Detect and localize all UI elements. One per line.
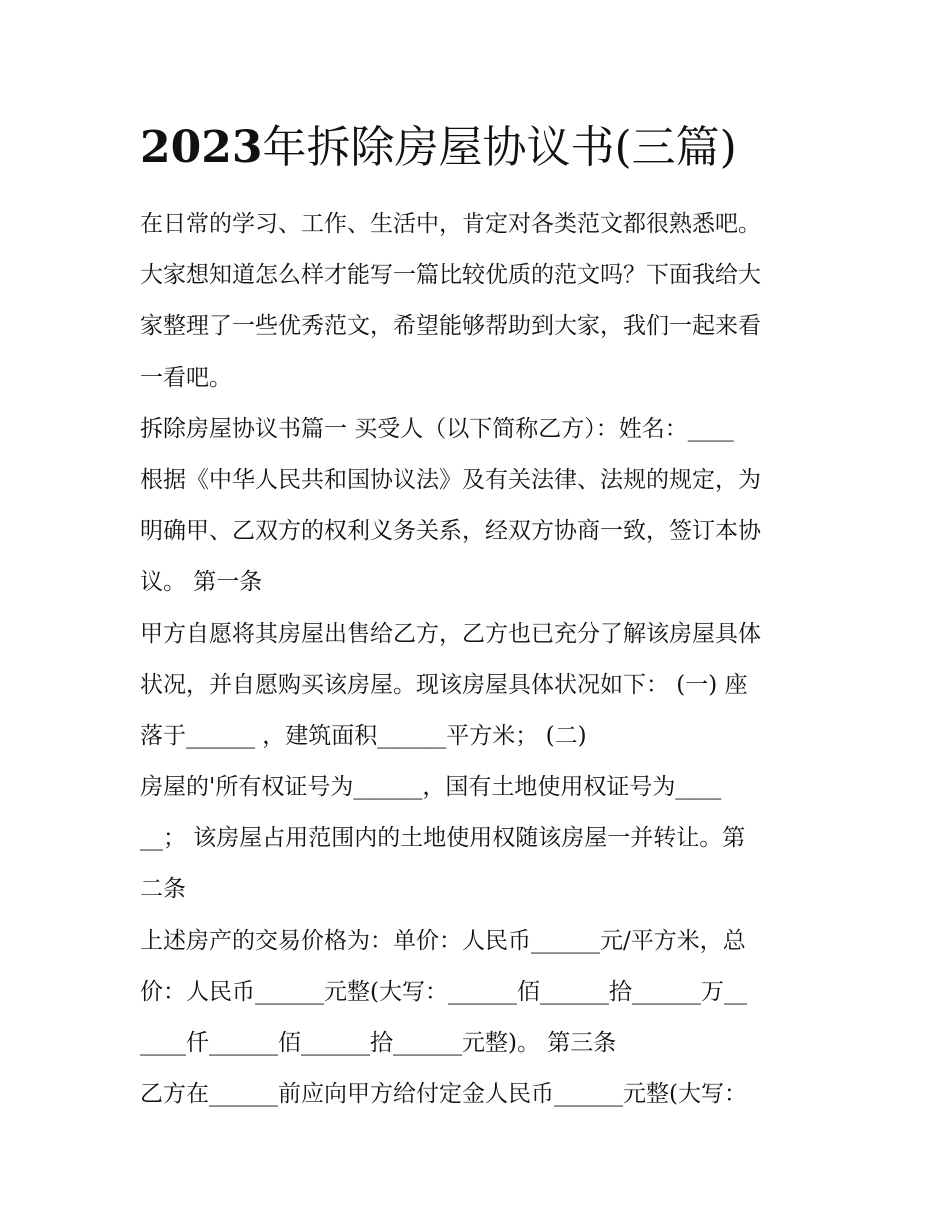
body-line: 家整理了一些优秀范文，希望能够帮助到大家，我们一起来看 bbox=[140, 313, 761, 340]
body-line: 一看吧。 bbox=[140, 364, 232, 391]
body-line: 落于______ ，建筑面积______平方米； (二) bbox=[140, 722, 587, 749]
title-text: 年拆除房屋协议书(三篇) bbox=[262, 122, 737, 173]
body-line: 甲方自愿将其房屋出售给乙方，乙方也已充分了解该房屋具体 bbox=[140, 620, 761, 647]
body-line: 明确甲、乙双方的权利义务关系，经双方协商一致，签订本协 bbox=[140, 518, 761, 545]
body-line: 价：人民币______元整(大写：______佰______拾______万__ bbox=[140, 978, 747, 1005]
document-body bbox=[140, 199, 820, 1120]
title-year: 2023 bbox=[140, 122, 263, 173]
document-title bbox=[140, 116, 840, 180]
body-line: 乙方在______前应向甲方给付定金人民币______元整(大写： bbox=[140, 1081, 747, 1108]
body-line: ____仟______佰______拾______元整)。 第三条 bbox=[140, 1030, 617, 1056]
body-line: 根据《中华人民共和国协议法》及有关法律、法规的规定，为 bbox=[140, 466, 761, 493]
body-line: 在日常的学习、工作、生活中，肯定对各类范文都很熟悉吧。 bbox=[140, 211, 761, 237]
body-line: 状况，并自愿购买该房屋。现该房屋具体状况如下： (一) 座 bbox=[140, 671, 748, 698]
body-line: 议。 第一条 bbox=[140, 569, 263, 596]
body-line: __； 该房屋占用范围内的土地使用权随该房屋一并转让。第 bbox=[140, 825, 746, 852]
body-line: 上述房产的交易价格为：单价：人民币______元/平方米，总 bbox=[140, 927, 746, 954]
body-line: 房屋的'所有权证号为______，国有土地使用权证号为____ bbox=[140, 774, 722, 801]
body-line: 二条 bbox=[140, 876, 186, 903]
body-line: 拆除房屋协议书篇一 买受人（以下简称乙方）：姓名：____ bbox=[140, 415, 734, 442]
body-line: 大家想知道怎么样才能写一篇比较优质的范文吗？下面我给大 bbox=[140, 262, 761, 289]
